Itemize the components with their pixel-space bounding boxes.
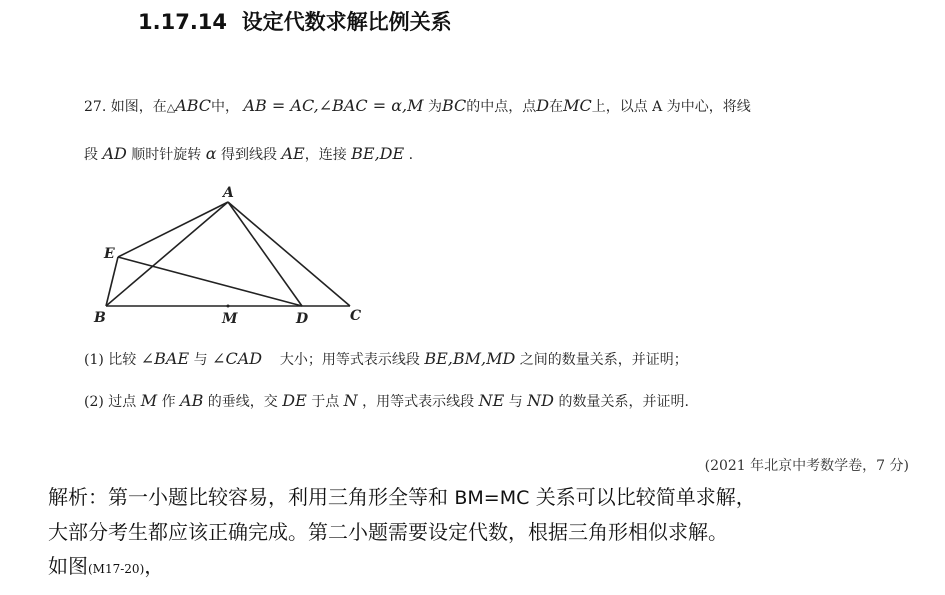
problem-line-1 (84, 96, 751, 116)
section-heading (138, 6, 452, 36)
problem-text: 如图，在 (110, 99, 167, 115)
problem-text: 得到线段 (221, 147, 278, 163)
problem-text: 上，以点 A 为中心，将线 (591, 99, 751, 115)
segment-bc: BC (441, 96, 467, 115)
problem-line-2 (84, 144, 413, 164)
question-text: (1) 比较 (84, 352, 137, 368)
point-d: D (536, 96, 550, 115)
segment-nd: ND (527, 391, 554, 410)
segments-be-bm-md: BE,BM,MD (424, 349, 516, 368)
problem-source: (2021 年北京中考数学卷，7 分) (704, 458, 909, 474)
problem-text: 在 (549, 99, 564, 115)
figure-reference: (M17-20) (88, 562, 145, 576)
segment-mc: MC (563, 96, 592, 115)
triangle-symbol: △ (166, 101, 176, 114)
segment-ad-line (228, 202, 302, 306)
segment-de-line (118, 257, 302, 306)
segments-be-de: BE,DE (351, 144, 405, 163)
problem-text: 为 (427, 99, 442, 115)
label-b: B (94, 310, 106, 326)
question-text: 之间的数量关系，并证明； (519, 352, 688, 368)
figure-lines (106, 202, 350, 306)
analysis-line-3 (48, 549, 928, 586)
angle-bae: ∠BAE (140, 349, 190, 368)
point-m: M (140, 391, 158, 410)
midpoint-m-dot (227, 305, 230, 308)
problem-number: 27. (84, 99, 107, 115)
question-text: 与 (508, 394, 523, 410)
problem-text: 顺时针旋转 (131, 147, 202, 163)
question-text: 于点 (311, 394, 340, 410)
angle-alpha: α (205, 144, 217, 163)
segment-ae: AE (281, 144, 305, 163)
bm-mc-relation: BM=MC (454, 487, 530, 509)
analysis-text: 解析：第一小题比较容易，利用三角形全等和 (48, 485, 455, 509)
analysis-line-2: 大部分考生都应该正确完成。第二小题需要设定代数，根据三角形相似求解。 (48, 520, 728, 544)
analysis-paragraph (48, 480, 928, 586)
analysis-text: ， (144, 554, 165, 578)
question-text: 与 (193, 352, 208, 368)
question-1 (84, 349, 688, 369)
label-d: D (296, 311, 309, 327)
question-2 (84, 391, 689, 411)
point-n: N (343, 391, 358, 410)
label-e: E (104, 246, 115, 262)
segment-ad: AD (102, 144, 127, 163)
analysis-line-1 (48, 480, 928, 515)
segment-de: DE (282, 391, 307, 410)
label-c: C (350, 308, 362, 324)
question-text: 的垂线，交 (207, 394, 278, 410)
problem-text: 段 (84, 147, 98, 163)
problem-text: . (408, 147, 414, 163)
question-text: (2) 过点 (84, 394, 137, 410)
label-a: A (223, 185, 234, 201)
question-text: ，用等式表示线段 (362, 394, 475, 410)
section-title: 设定代数求解比例关系 (241, 10, 452, 34)
problem-text: ，连接 (304, 147, 347, 163)
question-text: 的数量关系，并证明. (558, 394, 689, 410)
condition-formula: AB = AC,∠BAC = α,M (243, 96, 424, 115)
segment-ab: AB (180, 391, 204, 410)
analysis-text: 关系可以比较简单求解， (529, 485, 756, 509)
problem-text: 的中点，点 (466, 99, 537, 115)
question-text: 作 (161, 394, 176, 410)
geometry-figure (84, 182, 384, 332)
section-number: 1.17.14 (138, 10, 228, 34)
problem-text: 中， (211, 99, 240, 115)
label-m: M (222, 311, 238, 327)
analysis-text: 如图 (48, 554, 88, 578)
segment-be-line (106, 257, 118, 306)
segment-ne: NE (478, 391, 505, 410)
angle-cad: ∠CAD (212, 349, 263, 368)
triangle-name: ABC (175, 96, 212, 115)
question-text: 大小；用等式表示线段 (279, 352, 420, 368)
